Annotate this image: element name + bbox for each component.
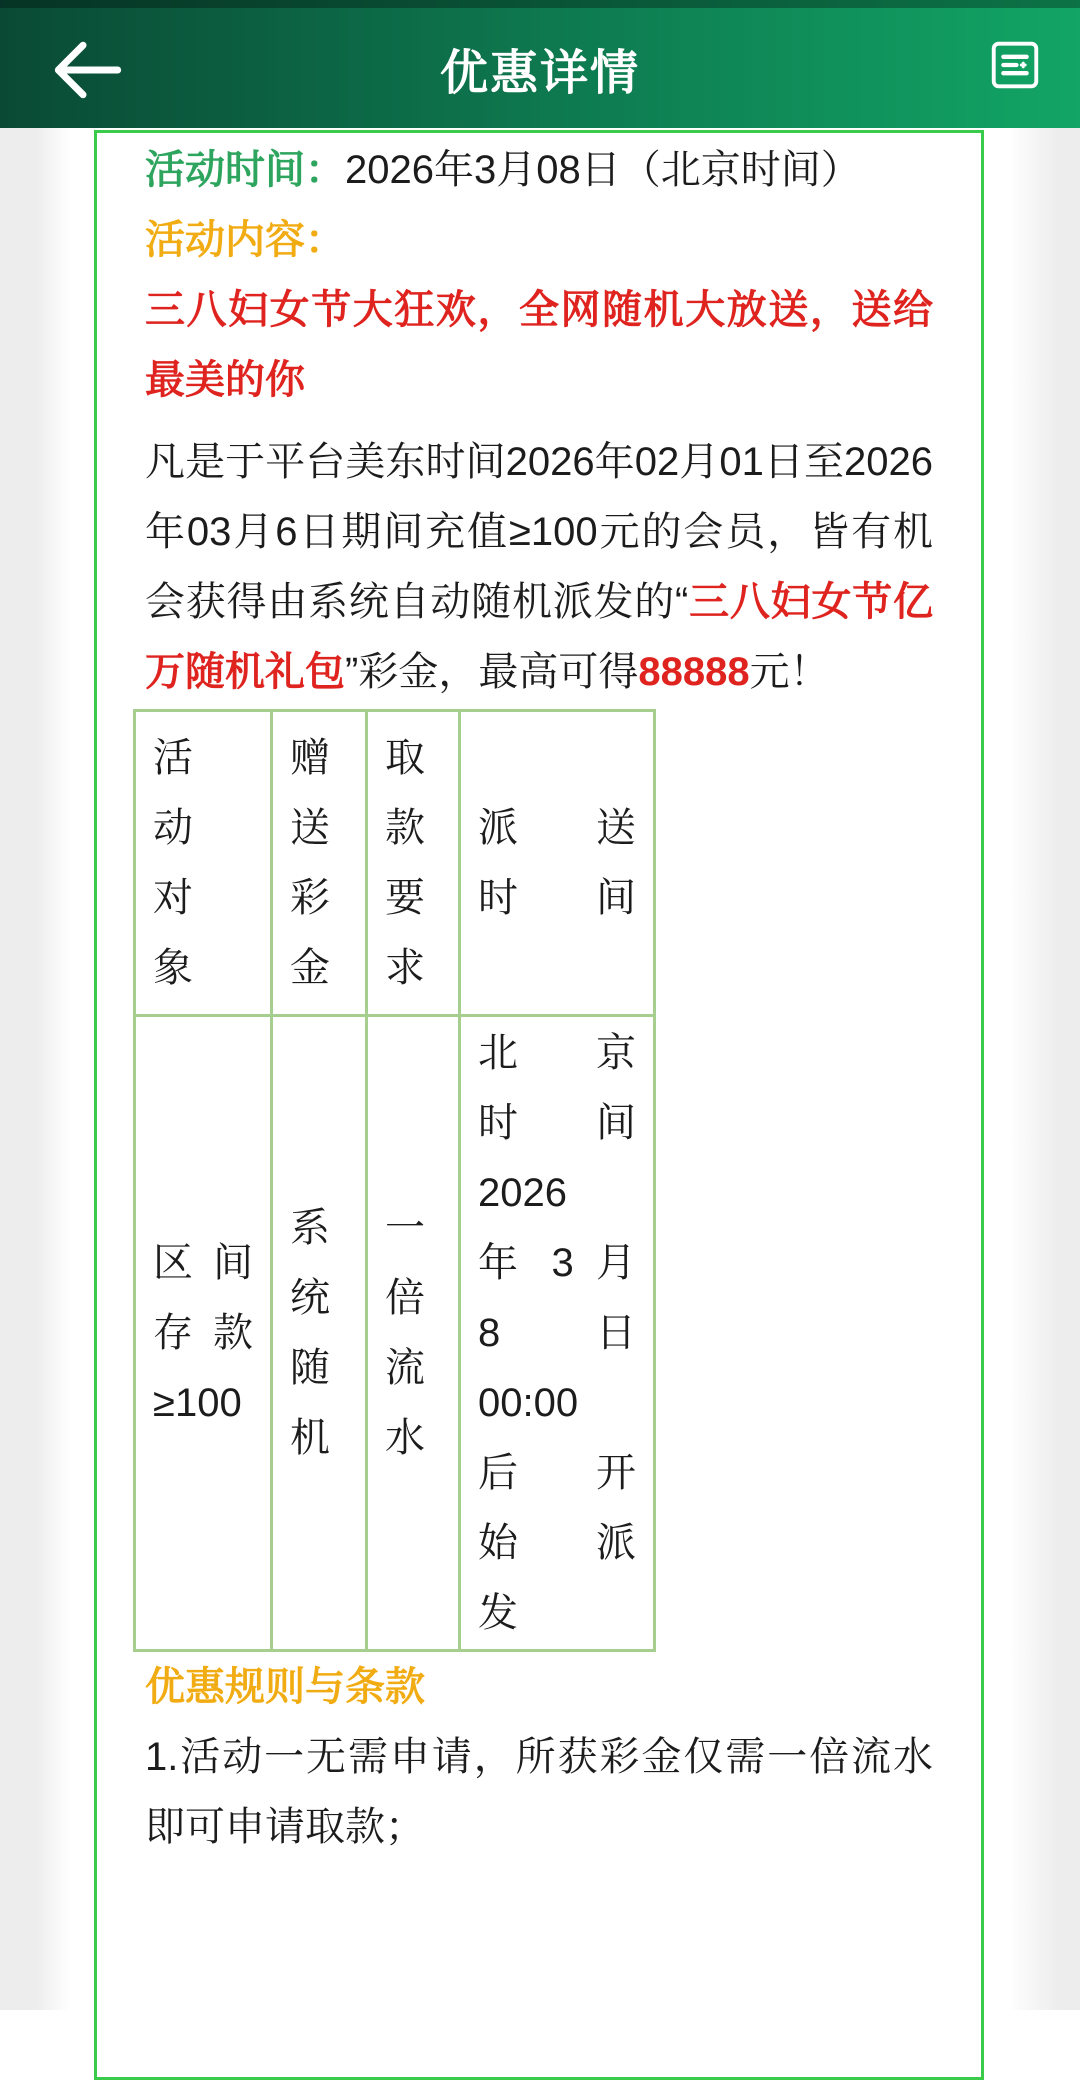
col-header-activity-target: 活 动 对 象 [135, 711, 272, 1016]
cell-bonus: 系 统 随 机 [272, 1016, 367, 1651]
cell-withdraw-requirement: 一 倍 流 水 [367, 1016, 460, 1651]
col-header-dispatch-time: 派 送 时 间 [460, 711, 655, 1016]
promo-detail-card [94, 130, 984, 2080]
cell-activity-target: 区 间 存 款 ≥100 [135, 1016, 272, 1651]
menu-button[interactable] [986, 36, 1044, 94]
app-header [0, 0, 1080, 128]
activity-headline: 三八妇女节大狂欢，全网随机大放送，送给最美的你 [145, 288, 933, 402]
page-title: 优惠详情 [439, 46, 640, 100]
col-header-withdraw-requirement: 取 款 要 求 [367, 711, 460, 1016]
table-header-row [135, 711, 655, 1016]
col-header-bonus: 赠 送 彩 金 [272, 711, 367, 1016]
activity-time-label: 活动时间： [145, 148, 345, 192]
activity-description: 凡是于平台美东时间2026年02月01日至2026年03月6日期间充值≥100元的会员，皆有机会获得由系统自动随机派发的“三八妇女节亿万随机礼包”彩金，最高可得88888元！ [145, 440, 933, 694]
activity-time-value: 2026年3月08日（北京时间） [345, 148, 861, 192]
rule-item-1: 1.活动一无需申请，所获彩金仅需一倍流水即可申请取款； [145, 1735, 933, 1849]
promo-table [133, 709, 656, 1652]
activity-content-label: 活动内容： [145, 218, 345, 262]
activity-time-line [145, 135, 933, 205]
document-list-icon [986, 36, 1044, 94]
rules-title: 优惠规则与条款 [145, 1665, 425, 1709]
cell-dispatch-time: 北 京 时 间 2026 年 3 月 8日 00:00 后 开 始 派 发 [460, 1016, 655, 1651]
table-row [135, 1016, 655, 1651]
